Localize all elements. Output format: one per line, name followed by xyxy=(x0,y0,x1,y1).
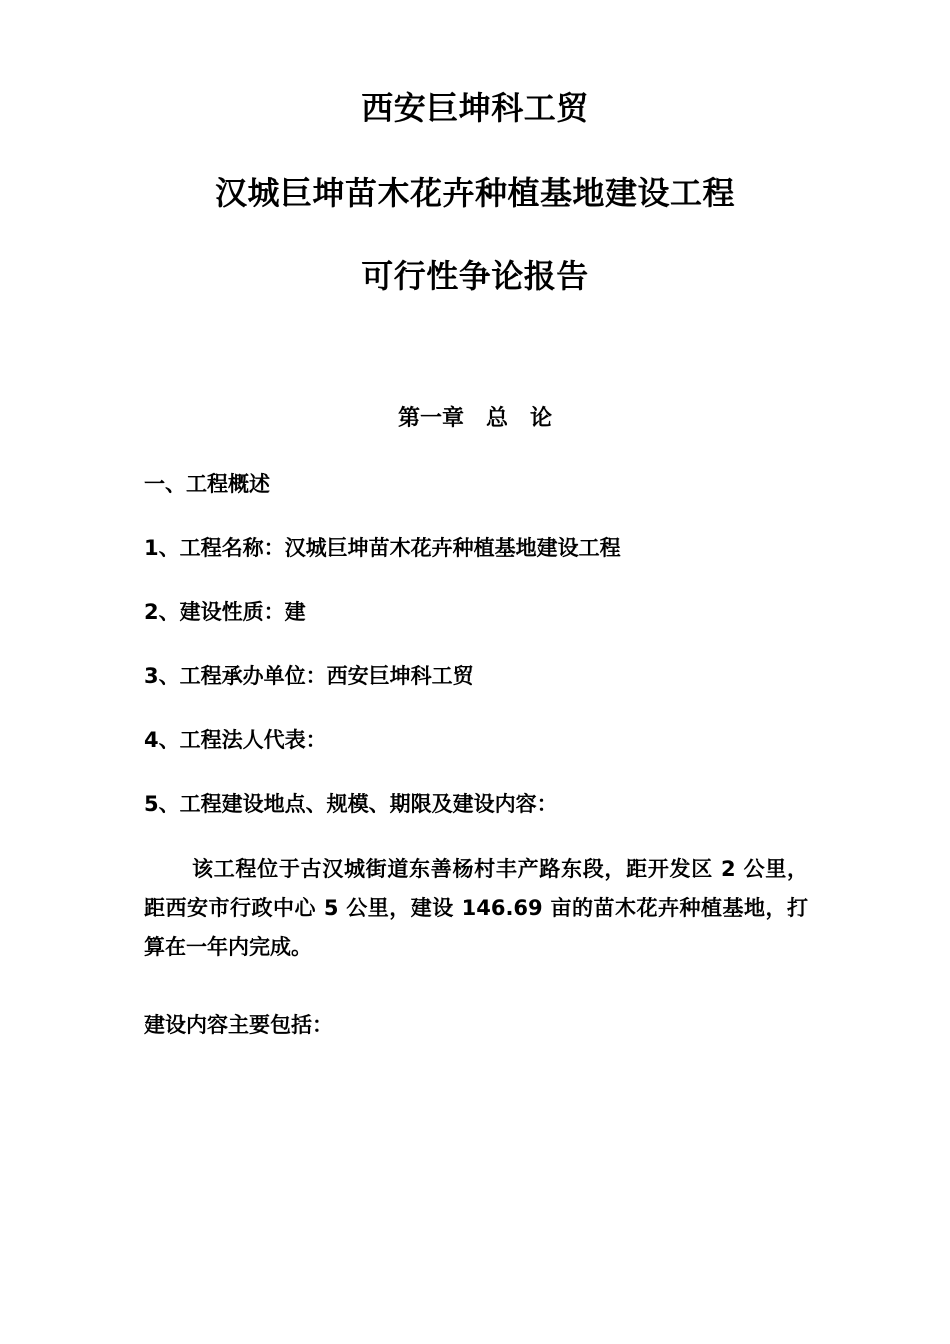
item-construction-nature: 2、建设性质：建 xyxy=(144,600,306,624)
item-undertaking-unit: 3、工程承办单位：西安巨坤科工贸 xyxy=(144,664,474,688)
item-project-name: 1、工程名称：汉城巨坤苗木花卉种植基地建设工程 xyxy=(144,536,621,560)
section-heading: 一、工程概述 xyxy=(144,472,270,496)
chapter-number: 第一章 xyxy=(397,406,464,431)
chapter-word-1: 总 xyxy=(485,406,508,431)
chapter-heading xyxy=(0,404,950,434)
item-legal-representative: 4、工程法人代表： xyxy=(144,728,327,752)
title-project: 汉城巨坤苗木花卉种植基地建设工程 xyxy=(214,174,735,212)
chapter-word-2: 论 xyxy=(530,406,553,431)
title-company: 西安巨坤科工贸 xyxy=(361,89,589,127)
title-report: 可行性争论报告 xyxy=(361,257,589,295)
content-label: 建设内容主要包括： xyxy=(144,1013,333,1037)
item-location-scale: 5、工程建设地点、规模、期限及建设内容： xyxy=(144,792,558,816)
project-description-paragraph: 该工程位于古汉城街道东善杨村丰产路东段，距开发区 2 公里，距西安市行政中心 5 公里，建设 146.69 亩的苗木花卉种植基地，打算在一年内完成。 xyxy=(144,857,808,959)
